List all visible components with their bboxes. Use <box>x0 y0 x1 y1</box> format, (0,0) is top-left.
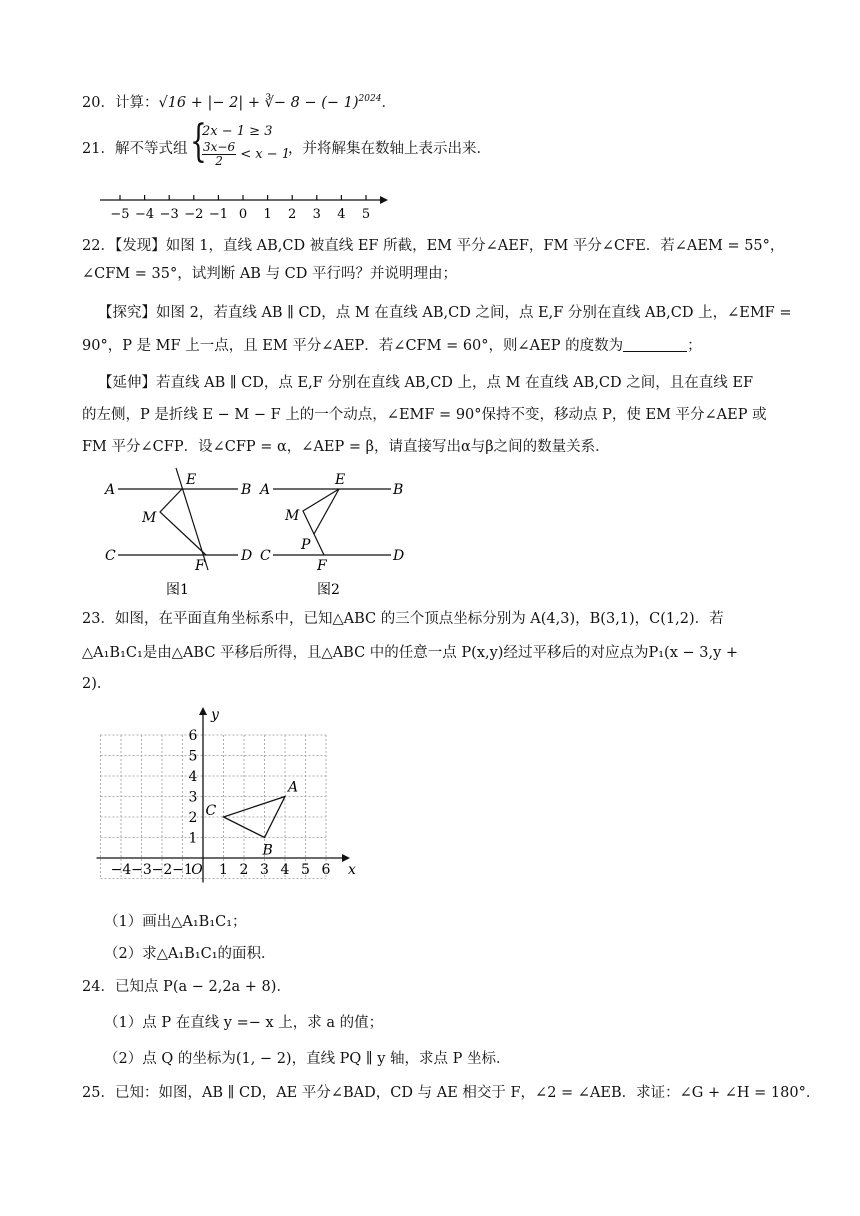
question-24-part-2: （2）点 Q 的坐标为(1, − 2)，直线 PQ ∥ y 轴，求点 P 坐标． <box>104 1051 511 1067</box>
question-22-extend-line-2: 的左侧，P 是折线 E − M − F 上的一个动点，∠EMF = 90°保持不变，移动点 P，使 EM 平分∠AEP 或 <box>82 407 767 423</box>
y-axis-arrow <box>199 707 207 715</box>
question-23-line-3: 2)． <box>82 676 112 692</box>
fig1-label-f: F <box>195 558 205 574</box>
fig2-label-d: D <box>393 548 405 564</box>
point-c-label: C <box>205 803 217 819</box>
x-tick-label: −3 <box>131 862 152 878</box>
fig2-label-b: B <box>393 482 404 498</box>
q20-expression: √16 + |− 2| + ∛− 8 − (− 1) <box>158 94 359 111</box>
point-b-label: B <box>262 842 273 859</box>
y-tick-label: 4 <box>188 769 198 785</box>
point-a-label: A <box>288 779 299 796</box>
x-tick-label: −4 <box>110 862 132 878</box>
fig2-label-p: P <box>301 537 311 553</box>
explore-text: 90°，P 是 MF 上一点，且 EM 平分∠AEP．若∠CFM = 60°，则∠AEP 的度数为 <box>82 338 624 354</box>
number-line-tick-label: −3 <box>159 207 179 222</box>
number-line <box>96 188 396 222</box>
question-22-extend-line-1: 【延伸】若直线 AB ∥ CD，点 E,F 分别在直线 AB,CD 上，点 M 在直线 AB,CD 之间，且在直线 EF <box>98 375 754 391</box>
x-axis-label: x <box>348 862 356 878</box>
number-line-tick-label: −4 <box>135 207 155 222</box>
question-22-line-2: ∠CFM = 35°，试判断 AB 与 CD 平行吗？并说明理由； <box>82 266 458 282</box>
question-23-part-2: （2）求△A₁B₁C₁的面积． <box>104 946 276 962</box>
number-line-tick-label: 4 <box>337 207 346 222</box>
question-23-line-1: 23．如图，在平面直角坐标系中，已知△ABC 的三个顶点坐标分别为 A(4,3)，B(3,1)，C(1,2)．若 <box>82 611 724 627</box>
x-tick-label: 6 <box>321 862 331 878</box>
x-tick-label: 3 <box>260 862 269 878</box>
number-line-tick-label: −2 <box>184 207 204 222</box>
question-24-part-1: （1）点 P 在直线 y =− x 上，求 a 的值； <box>104 1015 384 1031</box>
x-tick-label: −2 <box>151 862 173 878</box>
question-25-line-1: 25．已知：如图，AB ∥ CD，AE 平分∠BAD，CD 与 AE 相交于 F，∠2 = ∠AEB．求证：∠G + ∠H = 180°． <box>82 1085 821 1101</box>
q20-exponent: 2024 <box>358 94 382 104</box>
x-tick-label: 1 <box>219 862 228 878</box>
system-brace: { <box>190 116 207 167</box>
question-22-extend-line-3: FM 平分∠CFP．设∠CFP = α，∠AEP = β，请直接写出α与β之间的数量关系． <box>82 439 610 455</box>
number-line-tick-label: 5 <box>361 207 371 222</box>
number-line-tick-label: 1 <box>263 207 272 222</box>
fraction-numerator: 3x−6 <box>203 140 236 154</box>
question-24-line-1: 24．已知点 P(a − 2,2a + 8)． <box>82 979 291 995</box>
question-23-line-2: △A₁B₁C₁是由△ABC 平移后所得，且△ABC 中的任意一点 P(x,y)经过平移后的对应点为P₁(x − 3,y + <box>82 645 739 661</box>
fig2-label-m: M <box>285 508 300 524</box>
fig1-label-b: B <box>241 482 252 498</box>
fig1-caption: 图1 <box>166 582 189 598</box>
fig2-label-e: E <box>335 472 346 488</box>
figure-2 <box>255 464 415 604</box>
question-20 <box>82 89 396 113</box>
inequality-2 <box>202 141 290 168</box>
answer-blank <box>623 337 687 352</box>
fig1-label-e: E <box>186 472 197 488</box>
number-line-tick-label: 2 <box>288 207 297 222</box>
inequality-2-rest: < x − 1 <box>240 147 291 162</box>
fig2-label-a: A <box>260 482 271 498</box>
question-22-explore-line-1: 【探究】如图 2，若直线 AB ∥ CD，点 M 在直线 AB,CD 之间，点 E,F 分别在直线 AB,CD 上，∠EMF = <box>98 305 792 321</box>
number-line-tick-label: −5 <box>110 207 130 222</box>
fig2-caption: 图2 <box>317 582 340 598</box>
figure-1 <box>100 464 260 604</box>
x-axis-arrow <box>342 854 350 862</box>
fig1-label-c: C <box>105 548 116 564</box>
number-line-tick-label: 0 <box>238 207 248 222</box>
y-axis-label: y <box>211 707 219 723</box>
y-tick-label: 5 <box>188 748 198 765</box>
fig1-label-a: A <box>105 482 116 498</box>
explore-end: ； <box>687 338 702 354</box>
fraction-denominator: 2 <box>215 154 223 168</box>
x-tick-label: 4 <box>280 862 290 878</box>
question-22-line-1: 22．【发现】如图 1，直线 AB,CD 被直线 EF 所截，EM 平分∠AEF，FM 平分∠CFE．若∠AEM = 55°， <box>82 238 785 254</box>
q20-label: 20．计算： <box>82 94 159 111</box>
y-tick-label: 2 <box>188 810 198 826</box>
question-23-part-1: （1）画出△A₁B₁C₁； <box>104 914 247 930</box>
question-22-explore-line-2 <box>82 336 702 356</box>
x-tick-label: 2 <box>239 862 249 878</box>
y-tick-label: 1 <box>188 830 198 847</box>
inequality-system <box>202 124 290 168</box>
fig2-label-c: C <box>260 548 271 564</box>
question-21-suffix: ，并将解集在数轴上表示出来． <box>288 141 491 157</box>
q20-end: ． <box>381 94 396 111</box>
number-line-tick-label: −1 <box>208 207 228 222</box>
x-tick-label: O <box>191 862 203 878</box>
inequality-1: 2x − 1 ≥ 3 <box>202 124 273 139</box>
y-tick-label: 3 <box>188 789 198 806</box>
number-line-tick-label: 3 <box>312 207 321 222</box>
x-tick-label: 5 <box>301 862 310 878</box>
fig1-label-d: D <box>241 548 253 564</box>
y-tick-label: 6 <box>188 728 198 744</box>
fig1-label-m: M <box>142 510 157 526</box>
fig2-label-f: F <box>317 558 327 574</box>
inequality-2-fraction <box>202 141 236 168</box>
x-tick-label: −1 <box>172 862 193 878</box>
question-21-prefix: 21．解不等式组 <box>82 141 188 157</box>
coordinate-grid <box>96 700 356 892</box>
